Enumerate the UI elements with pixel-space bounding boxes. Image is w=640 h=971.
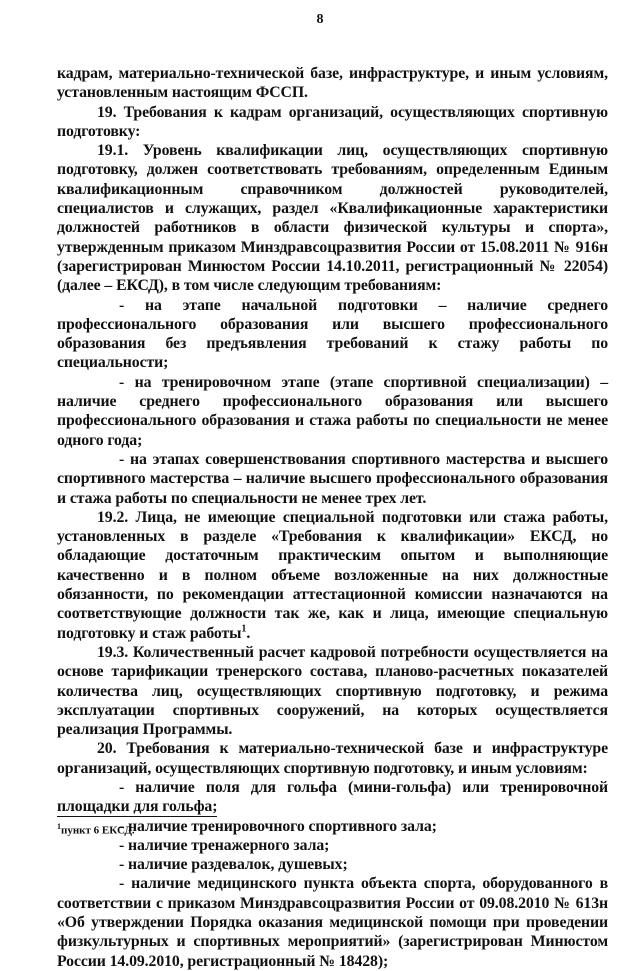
document-body (57, 64, 608, 971)
footnote-text: пункт 6 ЕКСД. (61, 824, 135, 837)
paragraph-19: 19. Требования к кадрам организаций, осуществляющих спортивную подготовку: (57, 103, 608, 140)
list-item-golf-field: - наличие поля для гольфа (мини-гольфа) или тренировочной площадки для гольфа; (57, 778, 608, 816)
footnote-divider (57, 816, 217, 817)
paragraph-19-2 (57, 508, 608, 643)
list-item-training-stage: - на тренировочном этапе (этапе спортивной специализации) – наличие среднего профессионального образования или высшего профессионального образования и стажа работы по специальности не менее одного года; (57, 373, 608, 449)
footnote-reference: 1 (241, 623, 247, 635)
list-item-initial-stage: - на этапе начальной подготовки – наличие среднего профессионального образования или высшего профессионального образования без предъявления требований к стажу работы по специальности; (57, 296, 608, 372)
paragraph-continuation: кадрам, материально-технической базе, инфраструктуре, и иным условиям, установленным настоящим ФССП. (57, 65, 608, 102)
paragraph-19-2-end: . (246, 624, 251, 642)
list-item-medical-point: - наличие медицинского пункта объекта спорта, оборудованного в соответствии с приказом Минздравсоцразвития России от 09.08.2010 № 613н «Об утверждении Порядка оказания медицинской помощи при проведении физкультурных и спортивных мероприятий» (зарегистрирован Минюстом России 14.09.2010, регистрационный № 18428); (57, 875, 608, 970)
footnote-mark: 1 (57, 822, 61, 831)
paragraph-19-3: 19.3. Количественный расчет кадровой потребности осуществляется на основе тарификации тренерского состава, планово-расчетных показателей количества лиц, осуществляющих спортивную подготовку, и режима эксплуатации спортивных сооружений, на которых осуществляется реализация Программы. (57, 643, 608, 739)
list-item-excellence-stage: - на этапах совершенствования спортивного мастерства и высшего спортивного мастерства – наличие высшего профессионального образования и стажа работы по специальности не менее трех лет. (57, 450, 608, 507)
list-item-gym: - наличие тренажерного зала; (119, 836, 330, 854)
paragraph-20: 20. Требования к материально-технической базе и инфраструктуре организаций, осуществляющих спортивную подготовку, и иным условиям: (57, 740, 608, 777)
paragraph-19-2-text: 19.2. Лица, не имеющие специальной подготовки или стажа работы, установленных в разделе «Требования к квалификации» ЕКСД, но обладающие достаточным практическим опытом и выполняющие качественно и в полном объеме возложенные на них должностные обязанности, по рекомендации аттестационной комиссии назначаются на соответствующие должности так же, как и лица, имеющие специальную подготовку и стаж работы (57, 508, 608, 642)
list-item-sports-hall: - наличие тренировочного спортивного зала; (119, 817, 437, 835)
page-number: 8 (316, 12, 324, 27)
list-item-locker-rooms: - наличие раздевалок, душевых; (119, 856, 348, 874)
footnote (57, 822, 135, 837)
paragraph-19-1: 19.1. Уровень квалификации лиц, осуществляющих спортивную подготовку, должен соответствовать требованиям, определенным Единым квалификационным справочником должностей руководителей, специалистов и служащих, раздел «Квалификационные характеристики должностей работников в области физической культуры и спорта», утвержденным приказом Минздравсоцразвития России от 15.08.2011 № 916н (зарегистрирован Минюстом России 14.10.2011, регистрационный № 22054) (далее – ЕКСД), в том числе следующим требованиям: (57, 142, 608, 295)
